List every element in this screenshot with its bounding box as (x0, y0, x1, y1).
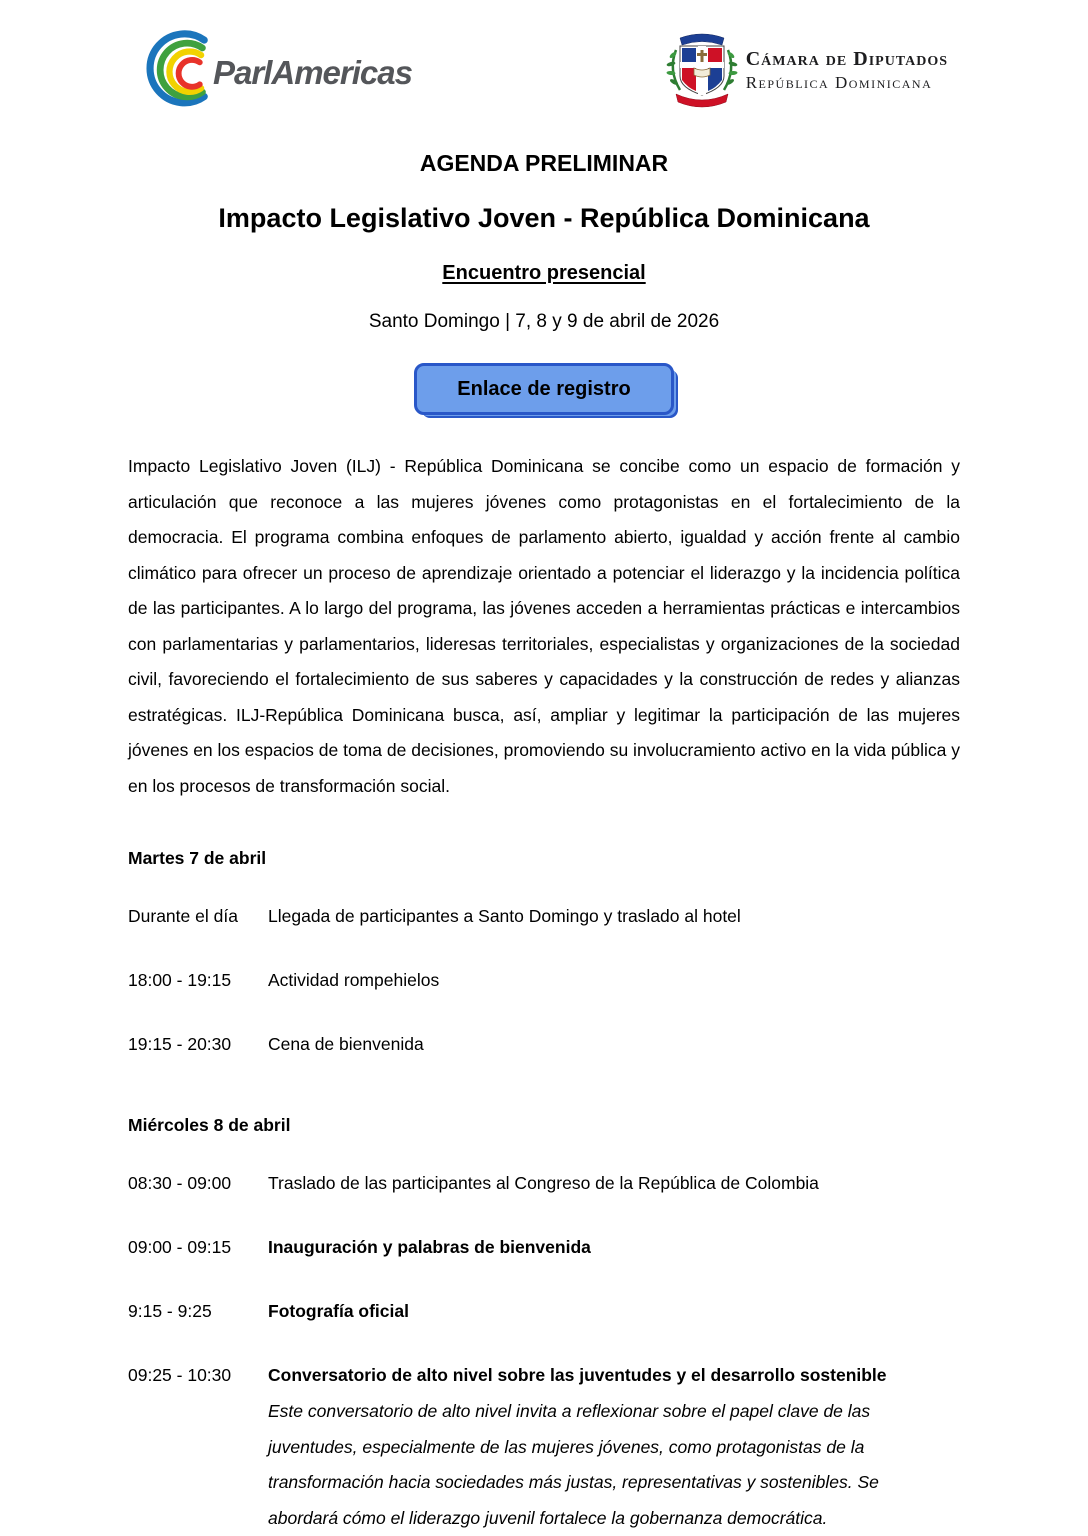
schedule-time: 09:00 - 09:15 (128, 1237, 232, 1257)
schedule-day-heading: Martes 7 de abril (128, 848, 267, 868)
schedule-item-title: Inauguración y palabras de bienvenida (268, 1237, 591, 1257)
schedule-day-heading: Miércoles 8 de abril (128, 1115, 291, 1135)
dominican-coat-of-arms-icon (666, 28, 738, 112)
schedule-description (268, 1294, 890, 1328)
camara-subtitle: República Dominicana (745, 72, 933, 92)
schedule-time: Durante el día (128, 906, 238, 926)
schedule-row (128, 899, 960, 933)
schedule-item-title: Fotografía oficial (268, 1301, 409, 1321)
header (0, 0, 1088, 120)
registration-button[interactable]: Enlace de registro (414, 363, 674, 415)
schedule-item-title: Traslado de las participantes al Congreso de la República de Colombia (268, 1173, 819, 1193)
schedule-description (268, 899, 890, 933)
schedule-description (268, 1166, 890, 1200)
schedule-row (128, 1358, 960, 1536)
schedule-row (128, 1230, 960, 1264)
schedule-time: 18:00 - 19:15 (128, 970, 232, 990)
schedule-row (128, 1166, 960, 1200)
schedule-item-title: Conversatorio de alto nivel sobre las juventudes y el desarrollo sostenible (268, 1365, 887, 1385)
registration-button-wrap (0, 363, 1088, 415)
camara-title: Cámara de Diputados (745, 47, 948, 70)
parlamericas-logo (145, 28, 412, 112)
intro-paragraph: Impacto Legislativo Joven (ILJ) - República Dominicana se concibe como un espacio de formación y articulación que reconoce a las mujeres jóvenes como protagonistas en el fortalecimiento de la democracia. El programa combina enfoques de parlamento abierto, igualdad y acción frente al cambio climático para ofrecer un proceso de aprendizaje orientado a potenciar el liderazgo y la incidencia política de las participantes. A lo largo del programa, las jóvenes acceden a herramientas prácticas e intercambios con parlamentarias y parlamentarios, lideresas territoriales, especialistas y organizaciones de la sociedad civil, favoreciendo el fortalecimiento de sus saberes y capacidades y la construcción de redes y alianzas estratégicas. ILJ-República Dominicana busca, así, ampliar y legitimar la participación de las mujeres jóvenes en los espacios de toma de decisiones, promoviendo su involucramiento activo en la vida pública y en los procesos de transformación social. (128, 456, 960, 796)
schedule-description (268, 963, 890, 997)
schedule-item-title: Actividad rompehielos (268, 970, 440, 990)
schedule-description (268, 1230, 890, 1264)
agenda-heading: AGENDA PRELIMINAR (419, 150, 669, 176)
schedule-time: 09:25 - 10:30 (128, 1365, 232, 1385)
page-title: Impacto Legislativo Joven - República Dominicana (218, 203, 870, 233)
schedule-item-title: Cena de bienvenida (268, 1034, 424, 1054)
schedule-description (268, 1027, 890, 1061)
schedule-item-note: Este conversatorio de alto nivel invita a reflexionar sobre el papel clave de las juventudes, especialmente de las mujeres jóvenes, como protagonistas de la transformación hacia sociedades más justas, representativas y sostenibles. Se abordará cómo el liderazgo juvenil fortalece la gobernanza democrática. (268, 1401, 879, 1528)
schedule-row (128, 1294, 960, 1328)
camara-diputados-logo (666, 28, 948, 112)
parlamericas-wordmark: ParlAmericas (213, 54, 412, 91)
schedule-time: 08:30 - 09:00 (128, 1173, 232, 1193)
schedule-row (128, 963, 960, 997)
schedule-time: 19:15 - 20:30 (128, 1034, 232, 1054)
schedule-time: 9:15 - 9:25 (128, 1301, 212, 1321)
schedule-description (268, 1358, 890, 1536)
subtitle: Encuentro presencial (442, 262, 646, 284)
schedule-item-title: Llegada de participantes a Santo Domingo y traslado al hotel (268, 906, 741, 926)
schedule-row (128, 1027, 960, 1061)
camara-diputados-text (746, 48, 948, 93)
location-date: Santo Domingo | 7, 8 y 9 de abril de 2026 (368, 311, 720, 332)
schedule (128, 848, 960, 1536)
